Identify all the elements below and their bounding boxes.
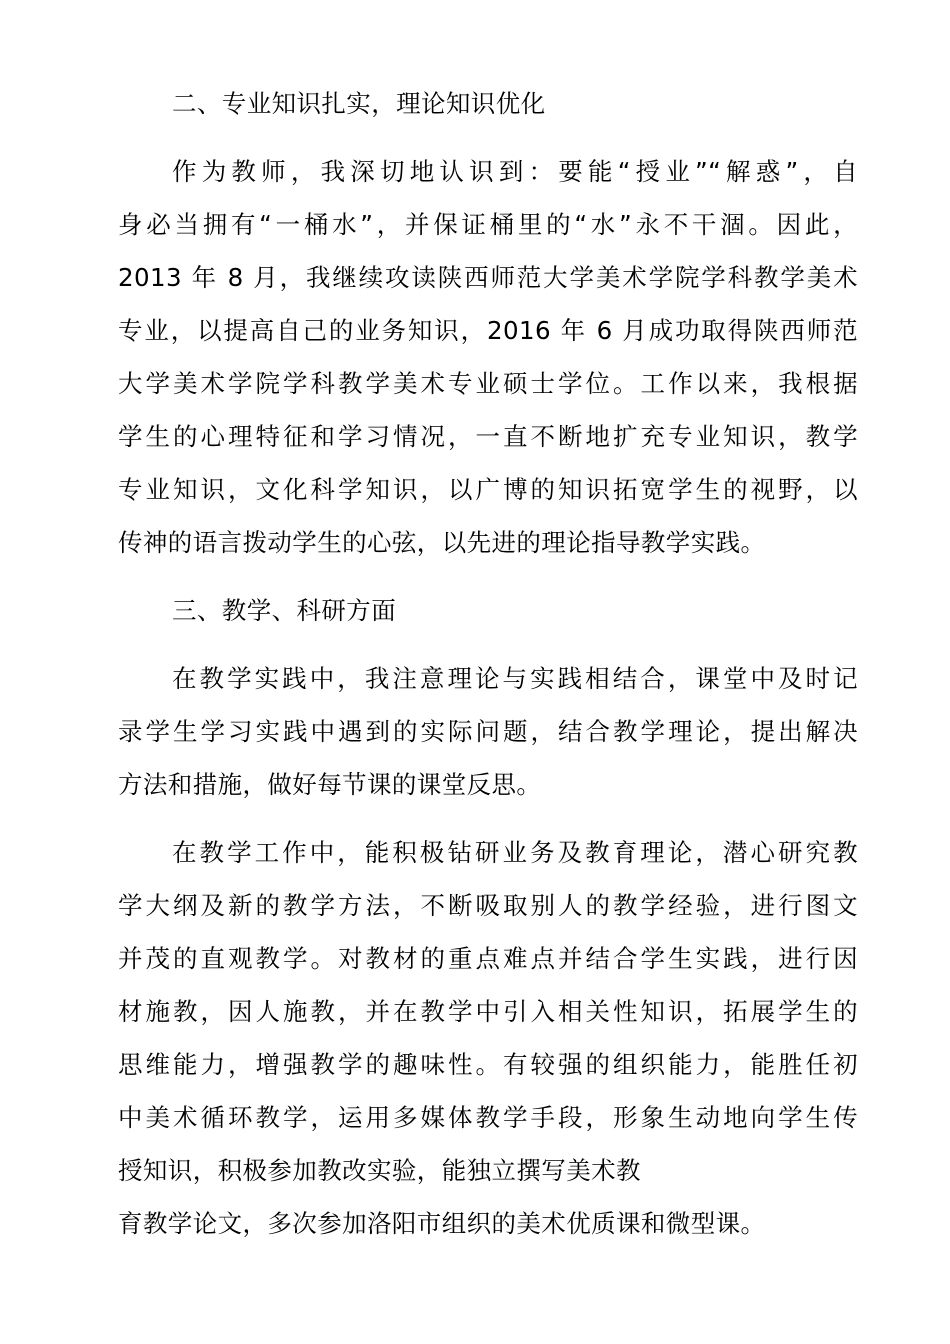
paragraph-line: 授知识，积极参加教改实验，能独立撰写美术教 (118, 1156, 641, 1185)
paragraph-line: 中美术循环教学，运用多媒体教学手段，形象生动地向学生传 (118, 1103, 858, 1132)
paragraph-line: 传神的语言拨动学生的心弦，以先进的理论指导教学实践。 (118, 528, 766, 557)
paragraph-line: 思维能力，增强教学的趣味性。有较强的组织能力，能胜任初 (118, 1050, 858, 1079)
paragraph-line: 2013 年 8 月，我继续攻读陕西师范大学美术学院学科教学美术 (118, 263, 858, 292)
paragraph-line: 在教学工作中，能积极钻研业务及教育理论，潜心研究教 (172, 838, 858, 867)
paragraph-line: 录学生学习实践中遇到的实际问题，结合教学理论，提出解决 (118, 717, 858, 746)
paragraph-line: 并茂的直观教学。对教材的重点难点并结合学生实践，进行因 (118, 944, 858, 973)
paragraph-line: 专业知识，文化科学知识，以广博的知识拓宽学生的视野，以 (118, 475, 858, 504)
paragraph-line: 方法和措施，做好每节课的课堂反思。 (118, 770, 542, 799)
paragraph-line: 专业，以提高自己的业务知识，2016 年 6 月成功取得陕西师范 (118, 316, 858, 345)
paragraph-line: 材施教，因人施教，并在教学中引入相关性知识，拓展学生的 (118, 997, 858, 1026)
paragraph-line: 身必当拥有“一桶水”，并保证桶里的“水”永不干涸。因此， (118, 210, 858, 239)
section-heading-3: 三、教学、科研方面 (172, 596, 397, 625)
paragraph-line: 大学美术学院学科教学美术专业硕士学位。工作以来，我根据 (118, 369, 858, 398)
paragraph-line: 作为教师，我深切地认识到：要能“授业”“解惑”，自 (172, 157, 858, 186)
section-heading-2: 二、专业知识扎实，理论知识优化 (172, 89, 546, 118)
paragraph-line: 学大纲及新的教学方法，不断吸取别人的教学经验，进行图文 (118, 891, 858, 920)
paragraph-line: 育教学论文，多次参加洛阳市组织的美术优质课和微型课。 (118, 1209, 766, 1238)
paragraph-line: 学生的心理特征和学习情况，一直不断地扩充专业知识，教学 (118, 422, 858, 451)
paragraph-line: 在教学实践中，我注意理论与实践相结合，课堂中及时记 (172, 664, 858, 693)
